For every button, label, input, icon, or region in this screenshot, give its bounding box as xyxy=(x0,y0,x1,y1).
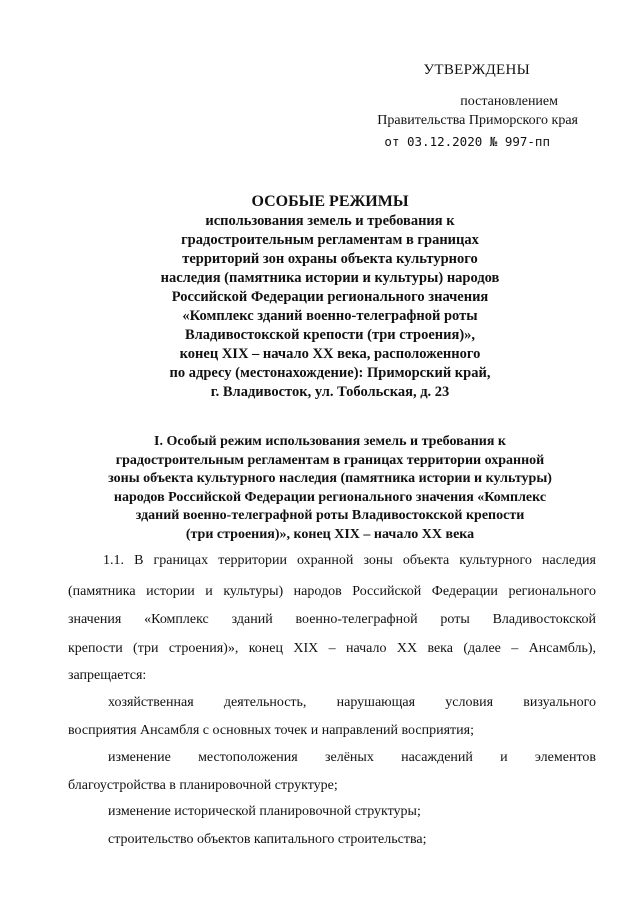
heading-line: градостроительным регламентам в границах xyxy=(181,232,479,248)
heading-line: использования земель и требования к xyxy=(205,213,455,229)
heading-line: территорий зон охраны объекта культурного xyxy=(182,251,478,267)
list-item: изменение исторической планировочной структуры; xyxy=(108,804,421,819)
section-line: I. Особый режим использования земель и требования к xyxy=(154,434,506,449)
approval-line-2: Правительства Приморского края xyxy=(377,113,578,128)
paragraph-line: запрещается: xyxy=(68,668,147,683)
list-item: строительство объектов капитального строительства; xyxy=(108,832,427,847)
approval-line-1: постановлением xyxy=(460,94,558,109)
section-line: зданий военно-телеграфной роты Владивостокской крепости xyxy=(135,508,525,523)
section-line: зоны объекта культурного наследия (памятника истории и культуры) xyxy=(108,471,552,486)
approval-title: УТВЕРЖДЕНЫ xyxy=(423,62,530,78)
heading-line: «Комплекс зданий военно-телеграфной роты xyxy=(182,308,478,324)
paragraph-line: (памятника истории и культуры) народов Российской Федерации регионального xyxy=(68,584,596,599)
section-line: народов Российской Федерации регионального значения «Комплекс xyxy=(113,489,547,505)
list-item-line: благоустройства в планировочной структуре; xyxy=(68,778,338,793)
heading-line: конец XIX – начало XX века, расположенного xyxy=(179,346,481,362)
heading-line: наследия (памятника истории и культуры) народов xyxy=(160,270,500,286)
list-item-line: хозяйственная деятельность, нарушающая условия визуального xyxy=(108,695,596,710)
section-line: (три строения)», конец XIX – начало XX века xyxy=(185,526,475,542)
section-heading xyxy=(70,433,590,544)
heading-line: г. Владивосток, ул. Тобольская, д. 23 xyxy=(210,384,450,400)
paragraph-line: значения «Комплекс зданий военно-телеграфной роты Владивостокской xyxy=(68,612,596,627)
heading-line: по адресу (местонахождение): Приморский край, xyxy=(169,365,491,381)
list-item-line: изменение местоположения зелёных насаждений и элементов xyxy=(108,750,596,765)
heading-line: Российской Федерации регионального значения xyxy=(171,289,489,305)
document-heading xyxy=(100,192,560,402)
heading-title: ОСОБЫЕ РЕЖИМЫ xyxy=(251,193,409,210)
approval-line-3: от 03.12.2020 № 997-пп xyxy=(384,134,550,149)
section-line: градостроительным регламентам в границах территории охранной xyxy=(115,452,545,468)
list-item-line: восприятия Ансамбля с основных точек и направлений восприятия; xyxy=(68,723,474,738)
heading-line: Владивостокской крепости (три строения)», xyxy=(184,327,476,343)
paragraph-line: 1.1. В границах территории охранной зоны объекта культурного наследия xyxy=(103,553,596,568)
paragraph-line: крепости (три строения)», конец XIX – начало XX века (далее – Ансамбль), xyxy=(68,641,596,656)
